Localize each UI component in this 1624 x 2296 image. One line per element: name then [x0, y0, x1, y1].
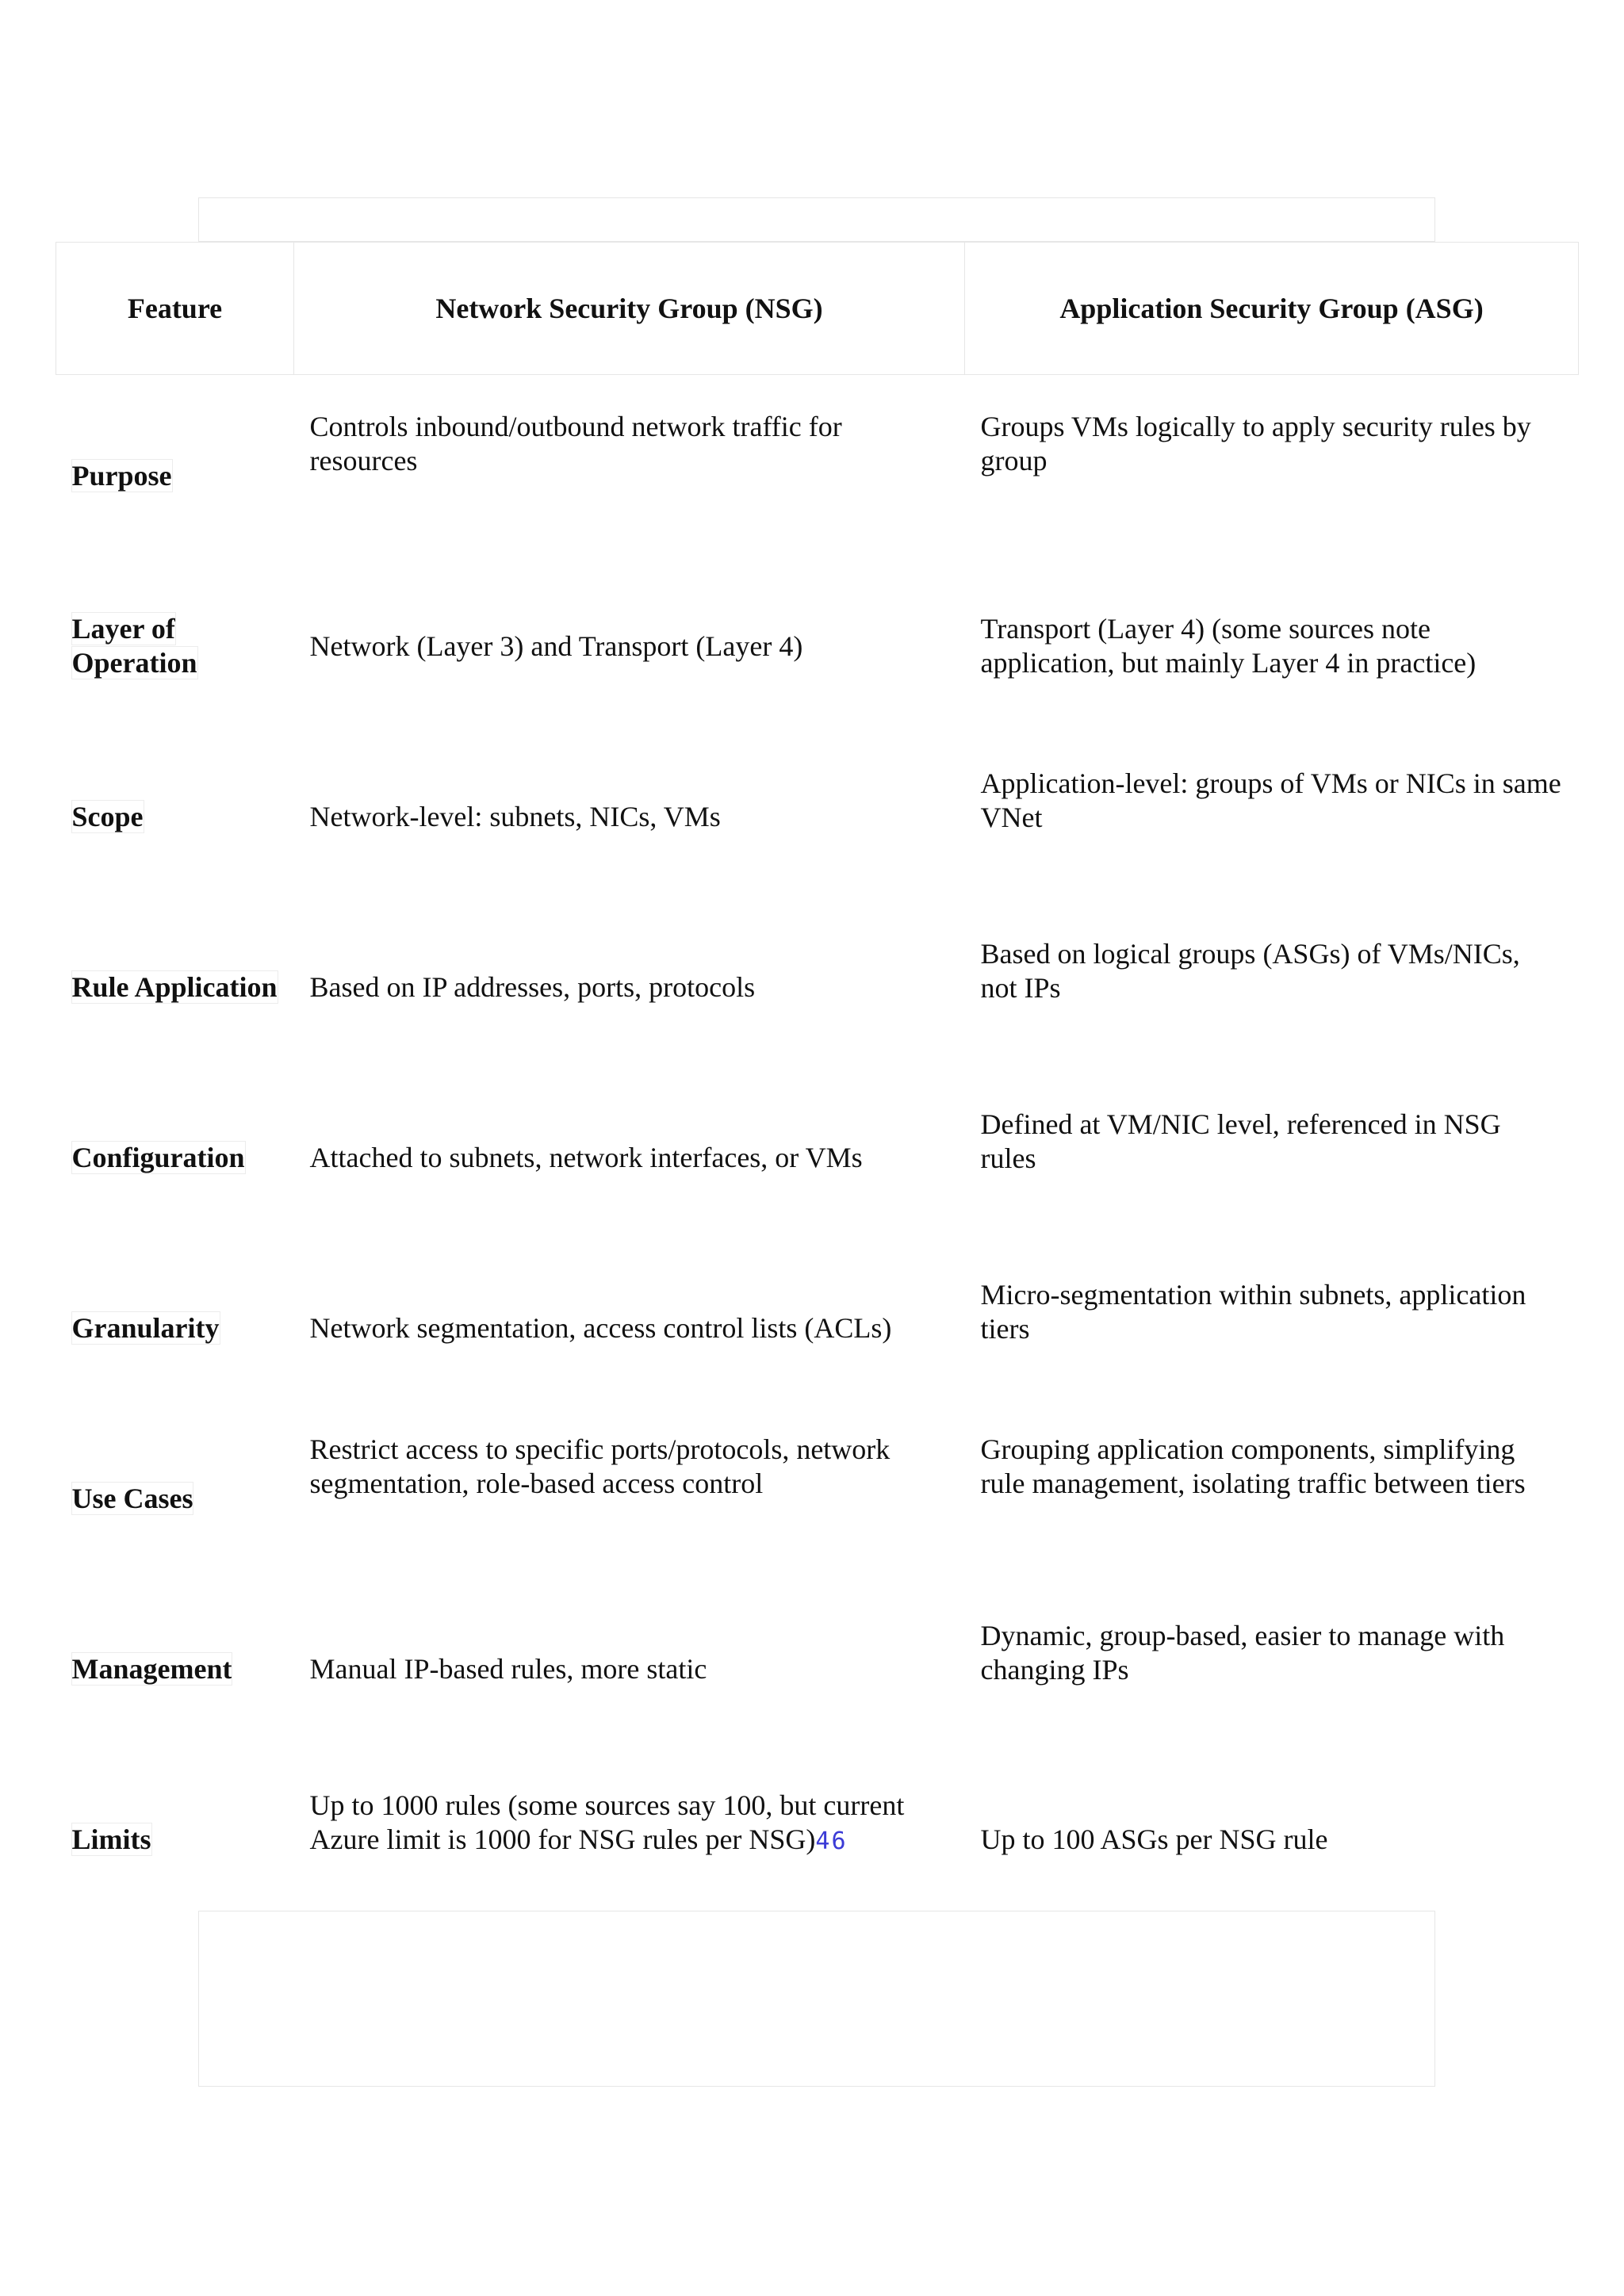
feature-cell	[56, 1227, 294, 1398]
feature-label: Limits	[71, 1823, 151, 1855]
header-nsg: Network Security Group (NSG)	[294, 243, 965, 375]
feature-cell	[56, 1057, 294, 1227]
nsg-cell: Manual IP-based rules, more static	[309, 1652, 707, 1685]
nsg-cell	[294, 1739, 965, 1909]
header-row	[56, 243, 1579, 375]
feature-label: Configuration	[71, 1141, 245, 1173]
asg-cell: Application-level: groups of VMs or NICs in same VNet	[980, 767, 1561, 833]
feature-cell	[56, 1398, 294, 1568]
nsg-text: Up to 1000 rules (some sources say 100, but current Azure limit is 1000 for NSG rules per NSG)	[309, 1789, 905, 1855]
feature-cell	[56, 1568, 294, 1739]
feature-label: Purpose	[71, 459, 172, 492]
feature-cell	[56, 716, 294, 886]
feature-label: Granularity	[71, 1311, 220, 1344]
asg-cell: Micro-segmentation within subnets, application tiers	[980, 1279, 1526, 1345]
feature-label: Scope	[71, 800, 144, 832]
header-feature: Feature	[56, 243, 294, 375]
table-row	[56, 545, 1579, 716]
nsg-cell: Restrict access to specific ports/protocols, network segmentation, role-based access control	[309, 1433, 891, 1499]
feature-label: Use Cases	[71, 1482, 193, 1514]
asg-cell: Dynamic, group-based, easier to manage with changing IPs	[980, 1620, 1505, 1686]
asg-cell: Defined at VM/NIC level, referenced in NSG rules	[980, 1108, 1501, 1174]
feature-cell	[56, 375, 294, 545]
table-row	[56, 1568, 1579, 1739]
nsg-cell: Based on IP addresses, ports, protocols	[309, 970, 756, 1003]
feature-cell	[56, 1739, 294, 1909]
top-frame	[198, 197, 1435, 242]
nsg-cell: Attached to subnets, network interfaces, or VMs	[309, 1141, 863, 1173]
nsg-cell: Network segmentation, access control lists (ACLs)	[309, 1311, 892, 1344]
feature-label: Rule Application	[71, 970, 278, 1003]
header-asg: Application Security Group (ASG)	[965, 243, 1579, 375]
comparison-table	[56, 242, 1579, 1909]
asg-cell: Grouping application components, simplifying rule management, isolating traffic between tiers	[980, 1433, 1526, 1499]
table-row	[56, 1398, 1579, 1568]
table-row	[56, 716, 1579, 886]
asg-cell: Groups VMs logically to apply security rules by group	[980, 411, 1531, 477]
asg-cell: Up to 100 ASGs per NSG rule	[980, 1823, 1328, 1855]
citation-link[interactable]: 46	[815, 1827, 848, 1855]
table-row	[56, 375, 1579, 545]
bottom-frame	[198, 1911, 1435, 2087]
feature-label: Layer of Operation	[71, 613, 197, 679]
feature-label: Management	[71, 1652, 232, 1685]
table-row	[56, 1057, 1579, 1227]
asg-cell: Transport (Layer 4) (some sources note application, but mainly Layer 4 in practice)	[980, 613, 1477, 679]
table-row	[56, 1739, 1579, 1909]
feature-cell	[56, 545, 294, 716]
feature-cell	[56, 886, 294, 1057]
table-row	[56, 1227, 1579, 1398]
nsg-cell: Network (Layer 3) and Transport (Layer 4)	[309, 629, 803, 662]
asg-cell: Based on logical groups (ASGs) of VMs/NICs, not IPs	[980, 938, 1520, 1004]
table-row	[56, 886, 1579, 1057]
nsg-cell: Controls inbound/outbound network traffic for resources	[309, 411, 842, 477]
nsg-cell: Network-level: subnets, NICs, VMs	[309, 800, 721, 832]
